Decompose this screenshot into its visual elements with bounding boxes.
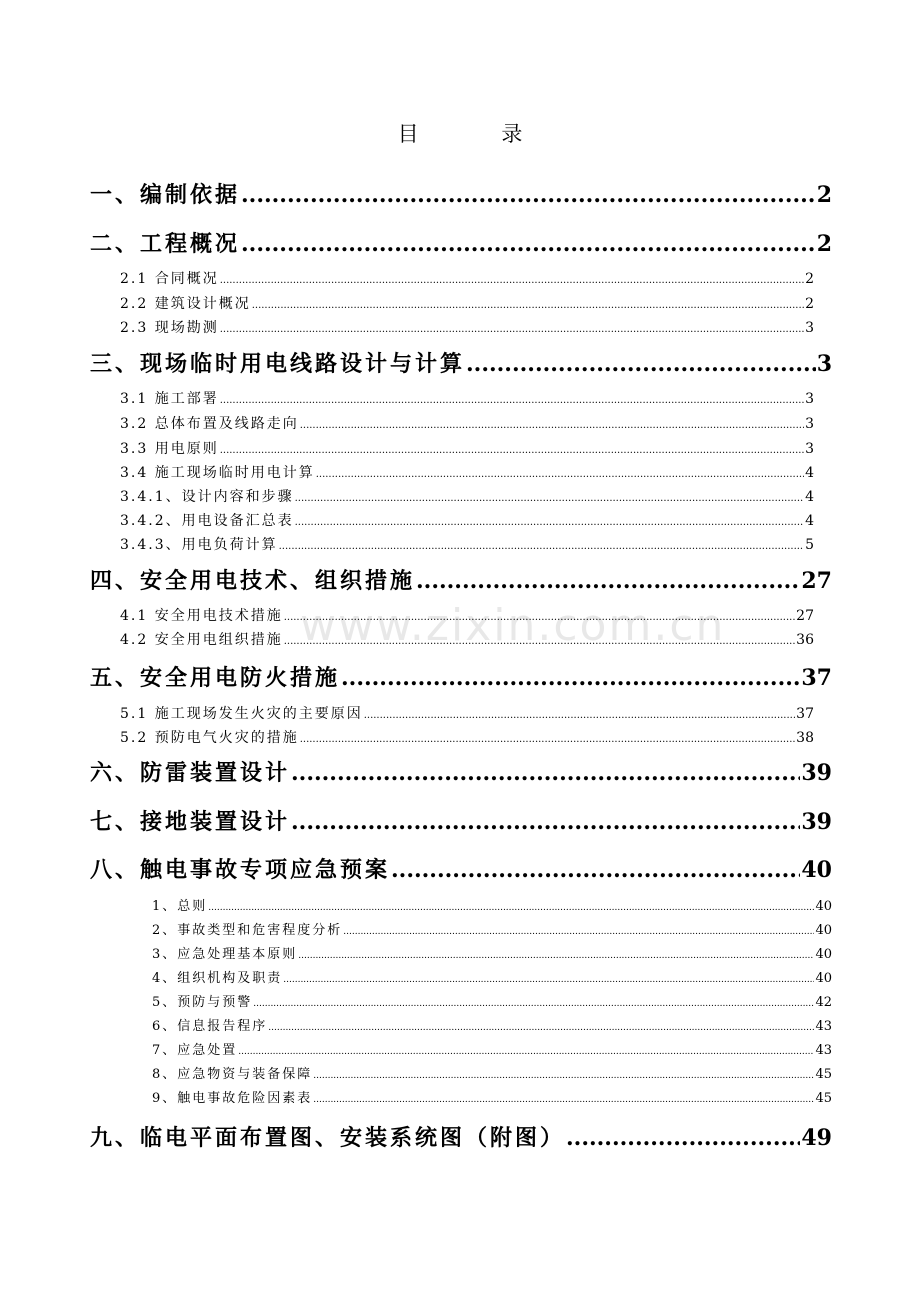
toc-entry[interactable] — [120, 463, 814, 483]
toc-leader-dots — [241, 229, 816, 259]
toc-entry-label: 六、防雷装置设计 — [90, 760, 291, 786]
toc-entry-page: 3 — [805, 391, 814, 407]
toc-leader-dots — [238, 1041, 814, 1062]
toc-entry-page: 27 — [801, 568, 832, 594]
toc-entry-label: 2.3 现场勘测 — [120, 320, 219, 336]
toc-entry-label: 5.1 施工现场发生火灾的主要原因 — [120, 706, 363, 722]
toc-entry[interactable] — [152, 945, 832, 965]
toc-entry[interactable] — [120, 439, 814, 459]
toc-leader-dots — [313, 1065, 814, 1086]
toc-leader-dots — [220, 318, 804, 340]
toc-entry-page: 3 — [805, 441, 814, 457]
toc-entry[interactable] — [120, 414, 814, 434]
toc-entry[interactable] — [90, 855, 832, 885]
toc-leader-dots — [295, 511, 804, 533]
toc-entry-label: 2.1 合同概况 — [120, 271, 219, 287]
toc-entry-label: 6、信息报告程序 — [152, 1019, 268, 1034]
toc-entry-label: 7、应急处置 — [152, 1043, 238, 1058]
toc-entry[interactable] — [120, 704, 814, 724]
toc-entry-label: 3、应急处理基本原则 — [152, 947, 298, 962]
toc-entry-page: 40 — [815, 923, 832, 938]
toc-entry-label: 3.4.3、用电负荷计算 — [120, 537, 278, 553]
toc-entry-label: 三、现场临时用电线路设计与计算 — [90, 351, 466, 377]
toc-entry-page: 4 — [805, 513, 814, 529]
toc-entry-label: 八、触电事故专项应急预案 — [90, 857, 391, 883]
toc-entry-page: 5 — [805, 537, 814, 553]
toc-entry-page: 36 — [796, 632, 814, 648]
toc-entry-page: 3 — [805, 416, 814, 432]
toc-leader-dots — [220, 439, 804, 461]
toc-entry[interactable] — [120, 535, 814, 555]
toc-entry-page: 37 — [801, 665, 832, 691]
toc-leader-dots — [313, 1089, 814, 1110]
toc-entry[interactable] — [90, 180, 832, 210]
toc-entry-label: 3.1 施工部署 — [120, 391, 219, 407]
toc-entry-label: 1、总则 — [152, 899, 208, 914]
toc-leader-dots — [343, 921, 814, 942]
toc-entry-label: 3.4.1、设计内容和步骤 — [120, 489, 294, 505]
toc-leader-dots — [284, 606, 795, 628]
toc-entry-page: 3 — [816, 351, 832, 377]
toc-entry[interactable] — [120, 606, 814, 626]
toc-leader-dots — [316, 463, 804, 485]
toc-entry-page: 37 — [796, 706, 814, 722]
toc-leader-dots — [279, 535, 804, 557]
toc-entry-label: 2.2 建筑设计概况 — [120, 296, 251, 312]
toc-leader-dots — [268, 1017, 814, 1038]
toc-entry[interactable] — [120, 269, 814, 289]
toc-entry-page: 49 — [801, 1125, 832, 1151]
toc-leader-dots — [252, 294, 804, 316]
toc-entry-label: 9、触电事故危险因素表 — [152, 1091, 313, 1106]
toc-leader-dots — [220, 269, 804, 291]
toc-entry[interactable] — [90, 349, 832, 379]
toc-leader-dots — [364, 704, 795, 726]
toc-entry-page: 42 — [815, 995, 832, 1010]
toc-entry-label: 5、预防与预警 — [152, 995, 253, 1010]
toc-entry-label: 5.2 预防电气火灾的措施 — [120, 730, 299, 746]
toc-entry[interactable] — [120, 511, 814, 531]
toc-entry[interactable] — [90, 566, 832, 596]
toc-leader-dots — [300, 728, 795, 750]
toc-entry[interactable] — [152, 921, 832, 941]
toc-entry-label: 五、安全用电防火措施 — [90, 665, 341, 691]
toc-entry[interactable] — [152, 897, 832, 917]
toc-entry[interactable] — [152, 1089, 832, 1109]
toc-entry-page: 39 — [801, 809, 832, 835]
toc-entry[interactable] — [152, 1017, 832, 1037]
toc-leader-dots — [291, 807, 800, 837]
toc-entry-page: 40 — [815, 971, 832, 986]
toc-entry-page: 39 — [801, 760, 832, 786]
toc-leader-dots — [291, 758, 800, 788]
toc-entry-page: 3 — [805, 320, 814, 336]
toc-entry-label: 3.3 用电原则 — [120, 441, 219, 457]
toc-entry-page: 38 — [796, 730, 814, 746]
toc-entry-page: 40 — [815, 947, 832, 962]
toc-entry-page: 43 — [815, 1043, 832, 1058]
toc-leader-dots — [283, 969, 814, 990]
toc-entry-label: 2、事故类型和危害程度分析 — [152, 923, 343, 938]
toc-entry[interactable] — [152, 969, 832, 989]
toc-leader-dots — [295, 487, 804, 509]
toc-entry-label: 九、临电平面布置图、安装系统图（附图） — [90, 1125, 566, 1151]
toc-entry-page: 45 — [815, 1091, 832, 1106]
toc-leader-dots — [298, 945, 814, 966]
toc-leader-dots — [466, 349, 816, 379]
toc-leader-dots — [391, 855, 800, 885]
toc-entry-page: 2 — [816, 182, 832, 208]
toc-entry-label: 8、应急物资与装备保障 — [152, 1067, 313, 1082]
toc-entry-page: 27 — [796, 608, 814, 624]
toc-entry[interactable] — [152, 1065, 832, 1085]
toc-entry-page: 4 — [805, 489, 814, 505]
toc-leader-dots — [300, 414, 804, 436]
toc-entry[interactable] — [90, 807, 832, 837]
toc-leader-dots — [341, 663, 800, 693]
toc-entry-page: 2 — [816, 231, 832, 257]
toc-entry[interactable] — [90, 1123, 832, 1153]
toc-entry-label: 七、接地装置设计 — [90, 809, 291, 835]
toc-entry[interactable] — [152, 1041, 832, 1061]
watermark: www.zixin.com.cn — [300, 600, 726, 651]
toc-entry-label: 3.2 总体布置及线路走向 — [120, 416, 299, 432]
toc-entry[interactable] — [120, 630, 814, 650]
toc-entry[interactable] — [152, 993, 832, 1013]
toc-entry-label: 4.2 安全用电组织措施 — [120, 632, 283, 648]
toc-entry-label: 一、编制依据 — [90, 182, 241, 208]
toc-entry[interactable] — [120, 389, 814, 409]
toc-entry-page: 2 — [805, 296, 814, 312]
toc-entry[interactable] — [120, 318, 814, 338]
toc-leader-dots — [253, 993, 814, 1014]
toc-leader-dots — [416, 566, 800, 596]
toc-entry-page: 40 — [815, 899, 832, 914]
toc-entry-page: 2 — [805, 271, 814, 287]
toc-entry-label: 4.1 安全用电技术措施 — [120, 608, 283, 624]
toc-entry-page: 43 — [815, 1019, 832, 1034]
toc-entry[interactable] — [120, 728, 814, 748]
toc-entry[interactable] — [90, 229, 832, 259]
toc-entry-label: 4、组织机构及职责 — [152, 971, 283, 986]
toc-entry[interactable] — [120, 487, 814, 507]
toc-entry-label: 3.4.2、用电设备汇总表 — [120, 513, 294, 529]
toc-entry[interactable] — [120, 294, 814, 314]
toc-entry[interactable] — [90, 663, 832, 693]
toc-leader-dots — [220, 389, 804, 411]
toc-leader-dots — [566, 1123, 800, 1153]
toc-entry-page: 40 — [801, 857, 832, 883]
page-title: 目 录 — [397, 122, 561, 146]
toc-entry-label: 四、安全用电技术、组织措施 — [90, 568, 416, 594]
toc-entry-label: 二、工程概况 — [90, 231, 241, 257]
toc-entry[interactable] — [90, 758, 832, 788]
toc-entry-page: 4 — [805, 465, 814, 481]
toc-entry-page: 45 — [815, 1067, 832, 1082]
toc-leader-dots — [208, 897, 814, 918]
toc-entry-label: 3.4 施工现场临时用电计算 — [120, 465, 315, 481]
toc-leader-dots — [284, 630, 795, 652]
toc-leader-dots — [241, 180, 816, 210]
